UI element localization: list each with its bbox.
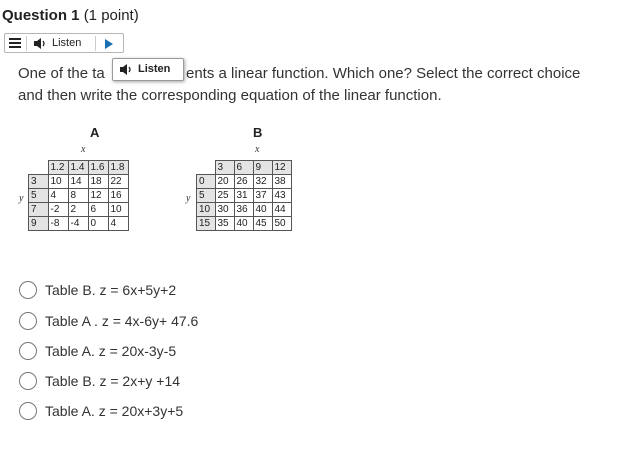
- answer-option-label[interactable]: Table A. z = 20x-3y-5: [45, 343, 177, 359]
- radio-button[interactable]: [19, 372, 37, 390]
- listen-toolbar: [4, 33, 124, 53]
- table-cell: 43: [272, 189, 291, 203]
- table-cell: 44: [272, 203, 291, 217]
- prompt-line1-start: One of the ta: [18, 65, 105, 82]
- table-row: [29, 161, 129, 175]
- table-cell: 8: [68, 189, 88, 203]
- answer-option-label[interactable]: Table B. z = 2x+y +14: [45, 373, 181, 389]
- listen-button[interactable]: Listen: [52, 37, 82, 49]
- table-cell: 30: [215, 203, 234, 217]
- question-title: [2, 7, 139, 24]
- table-cell: 4: [108, 217, 128, 231]
- table-cell: 20: [215, 175, 234, 189]
- table-cell: 10: [108, 203, 128, 217]
- table-row: [29, 217, 129, 231]
- table-row: [197, 175, 292, 189]
- table-b-x-label: x: [255, 144, 260, 155]
- table-cell: 36: [234, 203, 253, 217]
- table-cell: -8: [48, 217, 68, 231]
- table-cell: -2: [48, 203, 68, 217]
- toolbar-divider: [95, 36, 96, 51]
- table-cell: 38: [272, 175, 291, 189]
- table-cell: 5: [29, 189, 49, 203]
- table-cell: -4: [68, 217, 88, 231]
- table-cell: 2: [68, 203, 88, 217]
- table-cell: 9: [253, 161, 272, 175]
- table-cell: 6: [234, 161, 253, 175]
- table-cell: 10: [197, 203, 216, 217]
- question-points: (1 point): [83, 7, 139, 24]
- table-cell: 18: [88, 175, 108, 189]
- table-row: [29, 189, 129, 203]
- table-cell: 40: [253, 203, 272, 217]
- table-cell: 0: [197, 175, 216, 189]
- question-number: Question 1: [2, 7, 80, 24]
- table-row: [197, 161, 292, 175]
- listen-popup-label: Listen: [138, 63, 171, 75]
- table-cell: 14: [68, 175, 88, 189]
- table-cell: 31: [234, 189, 253, 203]
- table-a-y-label: y: [19, 193, 24, 204]
- table-cell: 3: [29, 175, 49, 189]
- table-cell: 12: [272, 161, 291, 175]
- table-cell: 37: [253, 189, 272, 203]
- prompt-line1-end: ents a linear function. Which one? Select the correct choice: [186, 65, 581, 82]
- answer-option-label[interactable]: Table A . z = 4x-6y+ 47.6: [45, 313, 199, 329]
- speaker-icon: [33, 37, 47, 50]
- prompt-line2: and then write the corresponding equation of the linear function.: [18, 87, 442, 104]
- table-cell: 5: [197, 189, 216, 203]
- table-cell: 10: [48, 175, 68, 189]
- table-cell: 45: [253, 217, 272, 231]
- table-row: [197, 217, 292, 231]
- table-cell: 6: [88, 203, 108, 217]
- table-cell: 40: [234, 217, 253, 231]
- table-cell: 1.6: [88, 161, 108, 175]
- table-cell: 4: [48, 189, 68, 203]
- table-cell: 16: [108, 189, 128, 203]
- table-cell: 7: [29, 203, 49, 217]
- answer-option-label[interactable]: Table A. z = 20x+3y+5: [45, 403, 184, 419]
- play-icon[interactable]: [105, 39, 113, 49]
- table-cell: 22: [108, 175, 128, 189]
- table-cell: 9: [29, 217, 49, 231]
- table-row: [197, 189, 292, 203]
- table-row: [29, 175, 129, 189]
- table-cell: 15: [197, 217, 216, 231]
- table-row: [29, 203, 129, 217]
- toolbar-divider: [26, 36, 27, 51]
- table-cell: 0: [88, 217, 108, 231]
- table-cell: 1.2: [48, 161, 68, 175]
- table-a-label: A: [90, 125, 100, 140]
- table-b-y-label: y: [186, 193, 191, 204]
- radio-button[interactable]: [19, 312, 37, 330]
- table-cell: 25: [215, 189, 234, 203]
- table-cell: 26: [234, 175, 253, 189]
- listen-popup-button[interactable]: [112, 58, 184, 81]
- table-cell: 12: [88, 189, 108, 203]
- table-a: [28, 160, 129, 231]
- hamburger-menu-icon[interactable]: [9, 38, 21, 49]
- answer-option-label[interactable]: Table B. z = 6x+5y+2: [45, 282, 177, 298]
- radio-button[interactable]: [19, 281, 37, 299]
- table-row: [197, 203, 292, 217]
- radio-button[interactable]: [19, 342, 37, 360]
- table-a-x-label: x: [81, 144, 86, 155]
- table-cell: 1.8: [108, 161, 128, 175]
- table-cell: 3: [215, 161, 234, 175]
- speaker-icon: [119, 63, 133, 76]
- table-cell: 35: [215, 217, 234, 231]
- table-cell: 32: [253, 175, 272, 189]
- table-b: [196, 160, 292, 231]
- radio-button[interactable]: [19, 402, 37, 420]
- table-cell: 1.4: [68, 161, 88, 175]
- table-b-label: B: [253, 125, 263, 140]
- table-cell: 50: [272, 217, 291, 231]
